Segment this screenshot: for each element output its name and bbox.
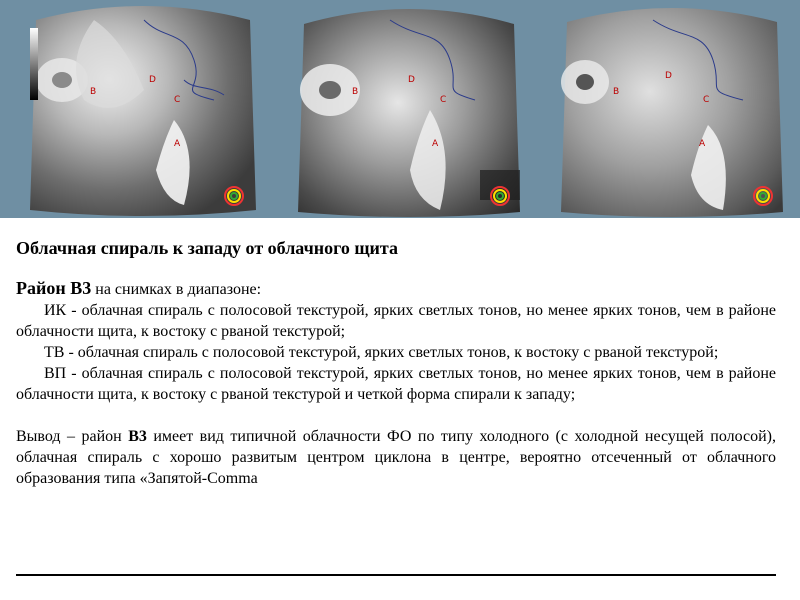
ir-description: [16, 300, 776, 342]
marker-b: B: [613, 87, 620, 97]
marker-a: A: [699, 139, 706, 149]
ir-text: - облачная спираль с полосовой текстурой, ярких светлых тонов, но менее ярких тонов, чем в районе облачности щита, к востоку с рваной текстурой;: [16, 302, 776, 340]
bottom-rule: [16, 574, 776, 576]
conclusion-text: имеет вид типичной облачности ФО по типу холодного (с холодной несущей полосой), облачная спираль с хорошо развитым центром циклона в центре, вероятно отсеченный от облачного образования типа «Запятой-Comma: [16, 428, 777, 487]
region-intro: [16, 278, 776, 300]
vis-satellite-image: [290, 0, 528, 218]
marker-c: C: [703, 95, 710, 105]
marker-c: C: [440, 95, 447, 105]
spacer: [16, 405, 776, 426]
conclusion-region: В3: [128, 428, 147, 445]
marker-d: D: [149, 75, 156, 85]
marker-a: A: [174, 139, 181, 149]
ir-satellite-image: [24, 0, 262, 218]
conclusion-start: Вывод – район: [16, 428, 129, 445]
vp-description: [16, 363, 776, 405]
tv-description: [16, 342, 776, 363]
vp-text: - облачная спираль с полосовой текстурой, ярких светлых тонов, но менее ярких тонов, чем в районе облачности щита, к востоку с рваной текстурой и четкой форма спирали к западу;: [16, 365, 776, 403]
wv-satellite-image: [553, 0, 791, 218]
page-title: Облачная спираль к западу от облачного щита: [16, 238, 398, 258]
grayscale-bar: [30, 28, 38, 100]
marker-c: C: [174, 95, 181, 105]
marker-a: A: [432, 139, 439, 149]
satellite-image-strip: [0, 0, 800, 218]
marker-d: D: [665, 71, 672, 81]
tv-label: ТВ: [44, 344, 65, 361]
conclusion: [16, 426, 776, 489]
marker-b: B: [352, 87, 359, 97]
region-label: Район В3: [16, 278, 92, 298]
vp-label: ВП: [44, 365, 67, 382]
marker-b: B: [90, 87, 97, 97]
document-body: [16, 236, 776, 489]
marker-d: D: [408, 75, 415, 85]
tv-text: - облачная спираль с полосовой текстурой, ярких светлых тонов, к востоку с рваной текстурой;: [64, 344, 719, 361]
region-intro-text: на снимках в диапазоне:: [91, 281, 262, 298]
ir-label: ИК: [44, 302, 67, 319]
